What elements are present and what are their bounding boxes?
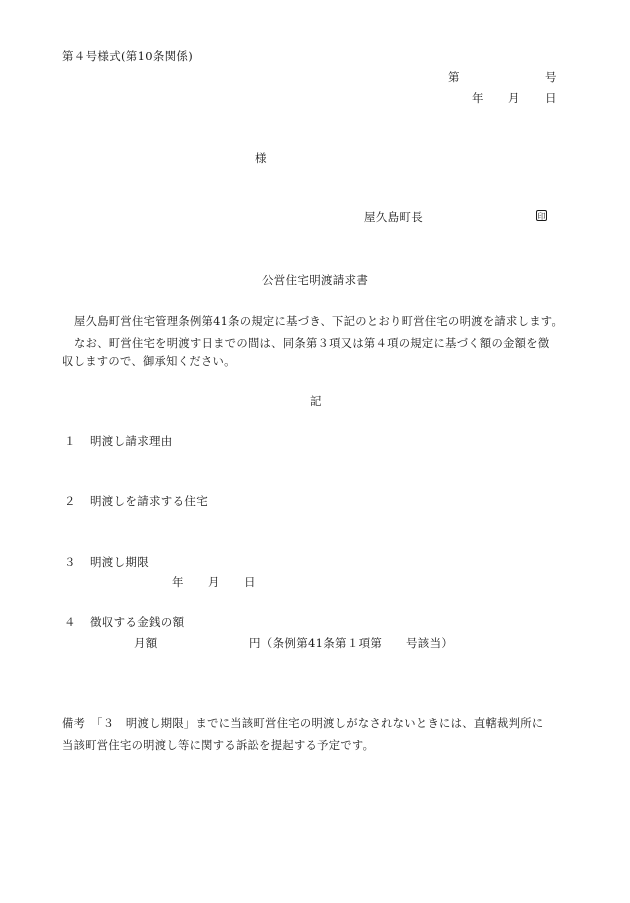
date-month: 月: [508, 91, 520, 105]
note-line-2: 当該町営住宅の明渡し等に関する訴訟を提起する予定です。: [62, 739, 375, 752]
document-title: 公営住宅明渡請求書: [262, 273, 369, 287]
ki-heading: 記: [310, 394, 322, 408]
doc-number-prefix: 第: [448, 70, 460, 84]
seal-stamp: 印: [537, 212, 546, 221]
item-2-label: 明渡しを請求する住宅: [90, 494, 208, 508]
deadline-year: 年: [172, 575, 184, 589]
item-4-label: 徴収する金銭の額: [90, 615, 185, 629]
form-label: 第４号様式(第10条関係): [62, 49, 194, 63]
item-3-number: ３: [64, 555, 76, 569]
date-year: 年: [472, 91, 484, 105]
item-1-number: １: [64, 434, 76, 448]
body-line-2: なお、町営住宅を明渡す日までの間は、同条第３項又は第４項の規定に基づく額の金額を徴: [74, 337, 550, 350]
item-3-label: 明渡し期限: [90, 555, 149, 569]
body-line-3: 収しますので、御承知ください。: [62, 355, 236, 368]
amount-yen-clause: 円（条例第41条第１項第: [249, 636, 383, 650]
body-line-1: 屋久島町営住宅管理条例第41条の規定に基づき、下記のとおり町営住宅の明渡を請求します。: [74, 315, 564, 328]
item-2-number: ２: [64, 494, 76, 508]
note-line-1: 備考 「３ 明渡し期限」までに当該町営住宅の明渡しがなされないときには、直轄裁判所に: [62, 717, 544, 730]
addressee-honorific: 様: [255, 151, 267, 165]
date-day: 日: [545, 91, 557, 105]
deadline-day: 日: [244, 575, 256, 589]
issuer-name: 屋久島町長: [364, 210, 423, 224]
deadline-month: 月: [208, 575, 220, 589]
amount-applicable: 号該当）: [406, 636, 454, 650]
amount-monthly-label: 月額: [134, 636, 158, 650]
item-1-label: 明渡し請求理由: [90, 434, 173, 448]
doc-number-suffix: 号: [545, 70, 557, 84]
item-4-number: ４: [64, 615, 76, 629]
